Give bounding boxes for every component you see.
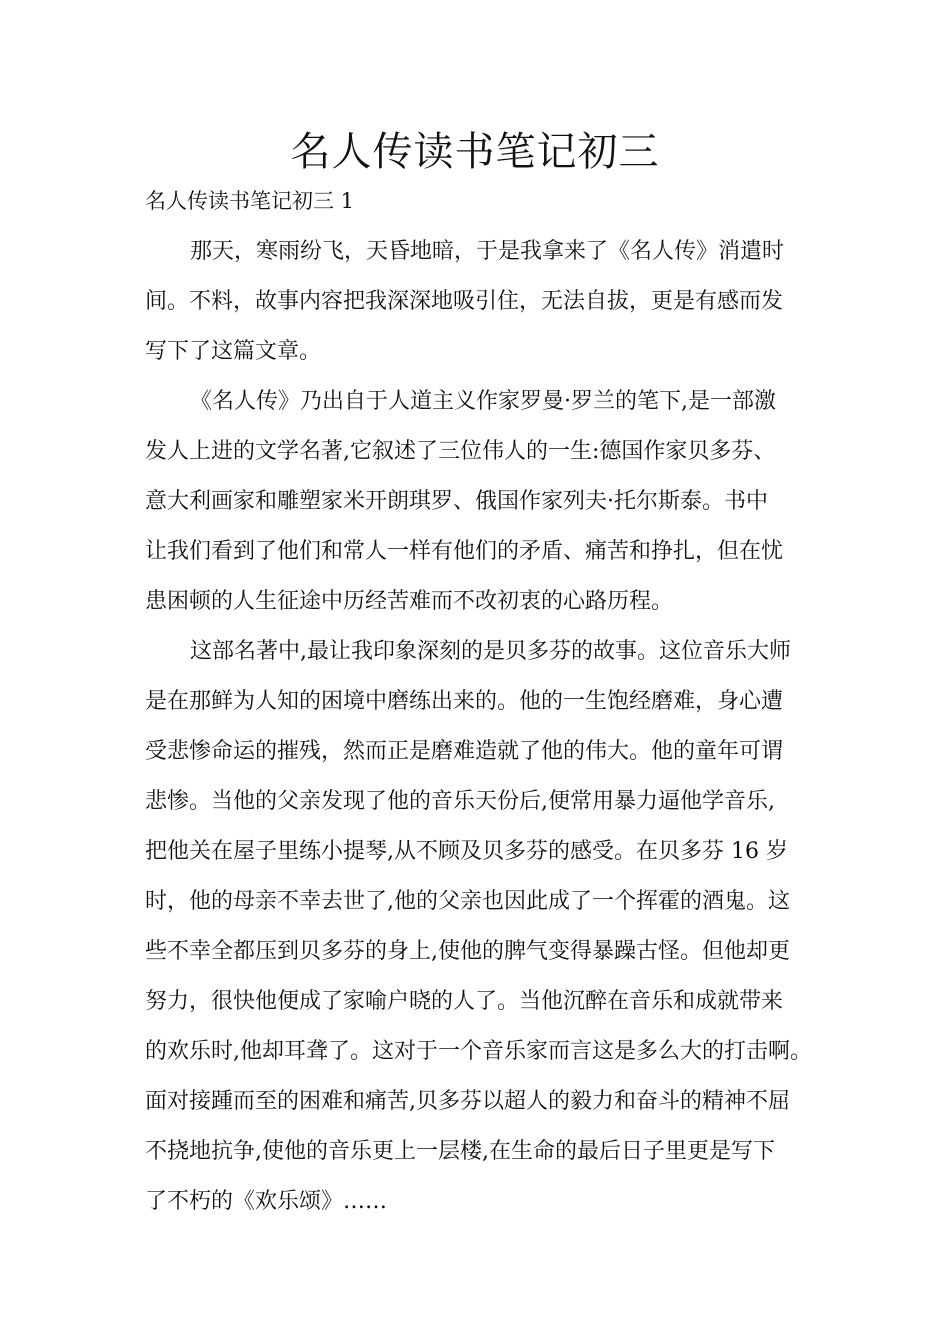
paragraph-line: 让我们看到了他们和常人一样有他们的矛盾、痛苦和挣扎，但在忧 [145, 539, 784, 564]
paragraph-line: 意大利画家和雕塑家米开朗琪罗、俄国作家列夫·托尔斯泰。书中 [145, 489, 768, 514]
paragraph-3 [145, 627, 825, 1227]
paragraph-line: 受悲惨命运的摧残，然而正是磨难造就了他的伟大。他的童年可谓 [145, 739, 784, 764]
paragraph-line: 那天，寒雨纷飞，天昏地暗，于是我拿来了《名人传》消遣时 [190, 239, 785, 264]
section-subheading: 名人传读书笔记初三 1 [145, 189, 355, 213]
paragraph-line: 努力，很快他便成了家喻户晓的人了。当他沉醉在音乐和成就带来 [145, 989, 784, 1014]
document-title: 名人传读书笔记初三 [290, 129, 660, 175]
paragraph-line: 不挠地抗争,使他的音乐更上一层楼,在生命的最后日子里更是写下 [145, 1139, 775, 1164]
paragraph-line: 发人上进的文学名著,它叙述了三位伟人的一生:德国作家贝多芬、 [145, 439, 776, 464]
paragraph-line: 把他关在屋子里练小提琴,从不顾及贝多芬的感受。在贝多芬 16 岁 [145, 839, 788, 864]
paragraph-line: 的欢乐时,他却耳聋了。这对于一个音乐家而言这是多么大的打击啊。 [145, 1039, 812, 1064]
paragraph-line: 是在那鲜为人知的困境中磨练出来的。他的一生饱经磨难，身心遭 [145, 689, 784, 714]
paragraph-line: 《名人传》乃出自于人道主义作家罗曼·罗兰的笔下,是一部激 [190, 389, 776, 414]
paragraph-line: 写下了这篇文章。 [145, 339, 322, 364]
paragraph-line: 间。不料，故事内容把我深深地吸引住，无法自拔，更是有感而发 [145, 289, 784, 314]
paragraph-line: 这部名著中,最让我印象深刻的是贝多芬的故事。这位音乐大师 [190, 639, 791, 664]
paragraph-2 [145, 377, 825, 627]
paragraph-line: 患困顿的人生征途中历经苦难而不改初衷的心路历程。 [145, 589, 674, 614]
paragraph-line: 些不幸全都压到贝多芬的身上,使他的脾气变得暴躁古怪。但他却更 [145, 939, 790, 964]
paragraph-line: 面对接踵而至的困难和痛苦,贝多芬以超人的毅力和奋斗的精神不屈 [145, 1089, 790, 1114]
paragraph-1 [145, 227, 825, 377]
paragraph-line: 悲惨。当他的父亲发现了他的音乐天份后,便常用暴力逼他学音乐, [145, 789, 775, 814]
paragraph-line: 时，他的母亲不幸去世了,他的父亲也因此成了一个挥霍的酒鬼。这 [145, 889, 790, 914]
paragraph-line: 了不朽的《欢乐颂》…… [145, 1189, 388, 1214]
